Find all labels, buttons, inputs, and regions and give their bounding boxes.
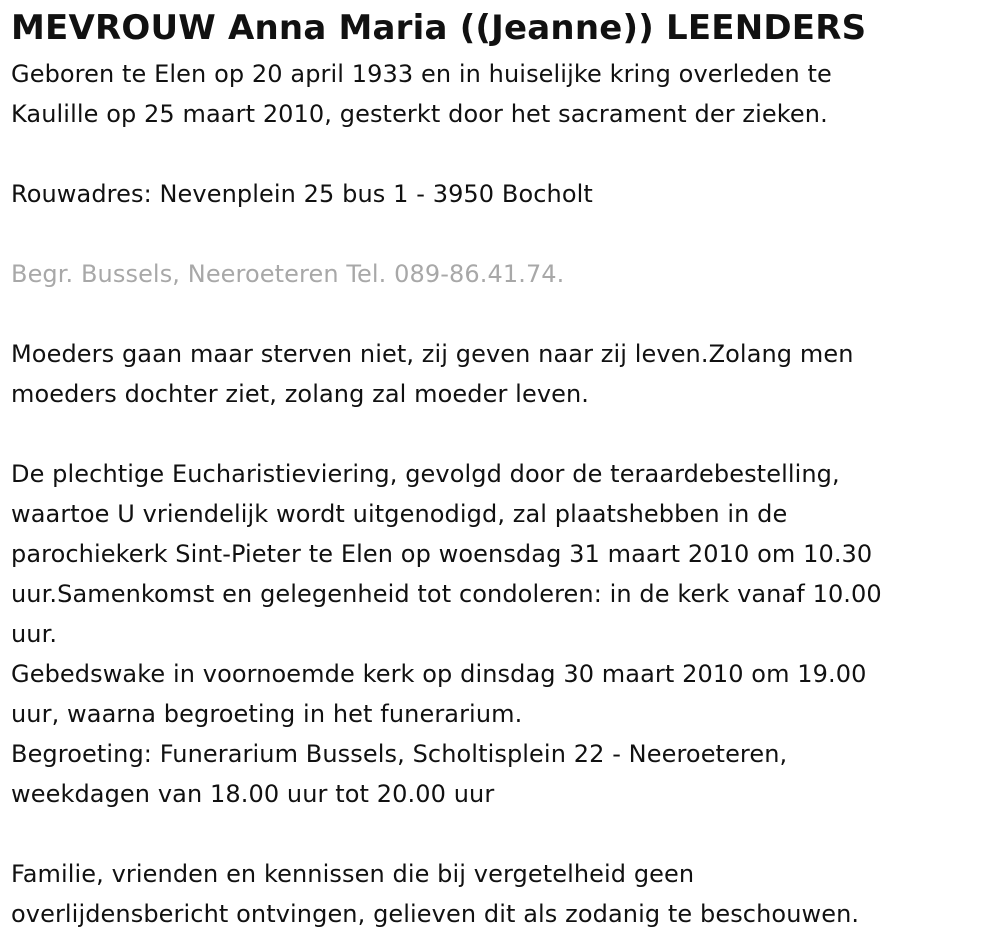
spacer [11, 214, 991, 254]
closing-line-1: Familie, vrienden en kennissen die bij vergetelheid geen [11, 860, 695, 888]
memorial-quote-line-2: moeders dochter ziet, zolang zal moeder leven. [11, 380, 590, 408]
ceremony-line: waartoe U vriendelijk wordt uitgenodigd, zal plaatshebben in de [11, 500, 788, 528]
closing-paragraph [11, 854, 991, 934]
spacer [11, 294, 991, 334]
mourning-address-text: Rouwadres: Nevenplein 25 bus 1 - 3950 Bocholt [11, 180, 593, 208]
ceremony-line: uur. [11, 620, 58, 648]
deceased-name-title: MEVROUW Anna Maria ((Jeanne)) LEENDERS [11, 8, 867, 48]
ceremony-line: De plechtige Eucharistieviering, gevolgd door de teraardebestelling, [11, 460, 840, 488]
undertaker-info [11, 254, 991, 294]
birth-death-paragraph [11, 54, 991, 134]
spacer [11, 414, 991, 454]
spacer [11, 814, 991, 854]
mourning-address [11, 174, 991, 214]
undertaker-text: Begr. Bussels, Neeroeteren Tel. 089-86.41.74. [11, 260, 565, 288]
ceremony-line: uur.Samenkomst en gelegenheid tot condoleren: in de kerk vanaf 10.00 [11, 580, 882, 608]
ceremony-paragraph [11, 454, 991, 814]
ceremony-line: parochiekerk Sint-Pieter te Elen op woensdag 31 maart 2010 om 10.30 [11, 540, 873, 568]
obituary-notice [11, 0, 991, 934]
closing-line-2: overlijdensbericht ontvingen, gelieven dit als zodanig te beschouwen. [11, 900, 860, 928]
vigil-line: Gebedswake in voornoemde kerk op dinsdag 30 maart 2010 om 19.00 [11, 660, 867, 688]
visitation-line: Begroeting: Funerarium Bussels, Scholtisplein 22 - Neeroeteren, [11, 740, 788, 768]
birth-death-line-1: Geboren te Elen op 20 april 1933 en in huiselijke kring overleden te [11, 60, 832, 88]
memorial-quote [11, 334, 991, 414]
birth-death-line-2: Kaulille op 25 maart 2010, gesterkt door het sacrament der zieken. [11, 100, 828, 128]
memorial-quote-line-1: Moeders gaan maar sterven niet, zij geven naar zij leven.Zolang men [11, 340, 854, 368]
vigil-line: uur, waarna begroeting in het funerarium. [11, 700, 523, 728]
spacer [11, 134, 991, 174]
visitation-line: weekdagen van 18.00 uur tot 20.00 uur [11, 780, 495, 808]
